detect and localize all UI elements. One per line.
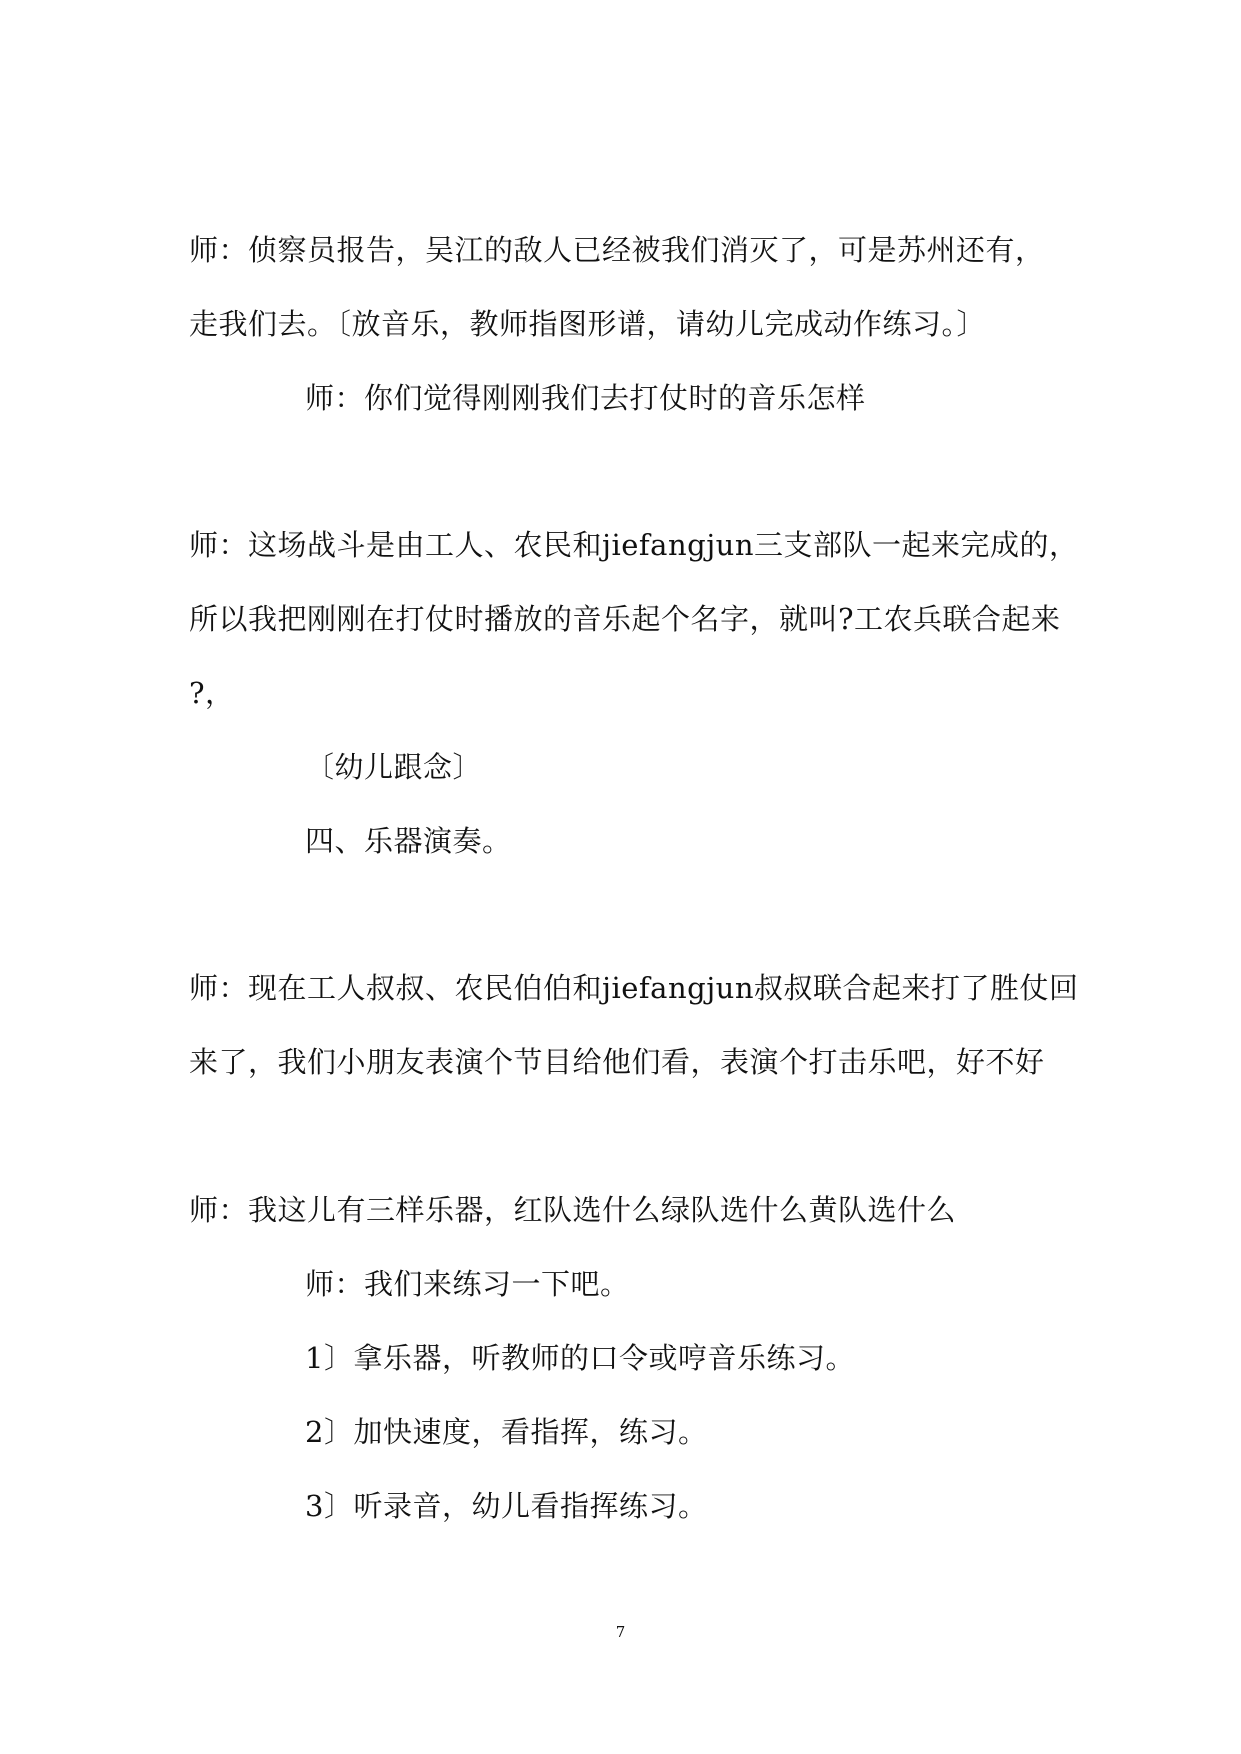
paragraph-line: 走我们去。〔放音乐，教师指图形谱，请幼儿完成动作练习。〕 <box>189 307 987 341</box>
paragraph-line: 师：侦察员报告，吴江的敌人已经被我们消灭了，可是苏州还有， <box>189 233 1045 267</box>
list-item: 2〕加快速度，看指挥，练习。 <box>305 1415 708 1449</box>
paragraph-line: 师：你们觉得刚刚我们去打仗时的音乐怎样 <box>305 381 866 415</box>
paragraph-line: 〔幼儿跟念〕 <box>305 750 483 784</box>
section-heading: 四、乐器演奏。 <box>305 824 512 858</box>
paragraph-line: 师：现在工人叔叔、农民伯伯和jiefangjun叔叔联合起来打了胜仗回 <box>189 971 1079 1005</box>
page-number: 7 <box>615 1623 626 1641</box>
paragraph-line: 师：我们来练习一下吧。 <box>305 1267 630 1301</box>
paragraph-line: 来了，我们小朋友表演个节目给他们看，表演个打击乐吧，好不好 <box>189 1045 1045 1079</box>
paragraph-line: ?， <box>189 676 235 710</box>
list-item: 1〕拿乐器，听教师的口令或哼音乐练习。 <box>305 1341 855 1375</box>
paragraph-line: 师：这场战斗是由工人、农民和jiefangjun三支部队一起来完成的， <box>189 528 1079 562</box>
paragraph-line: 师：我这儿有三样乐器，红队选什么绿队选什么黄队选什么 <box>189 1193 957 1227</box>
paragraph-line: 所以我把刚刚在打仗时播放的音乐起个名字，就叫?工农兵联合起来 <box>189 602 1061 636</box>
list-item: 3〕听录音，幼儿看指挥练习。 <box>305 1489 708 1523</box>
